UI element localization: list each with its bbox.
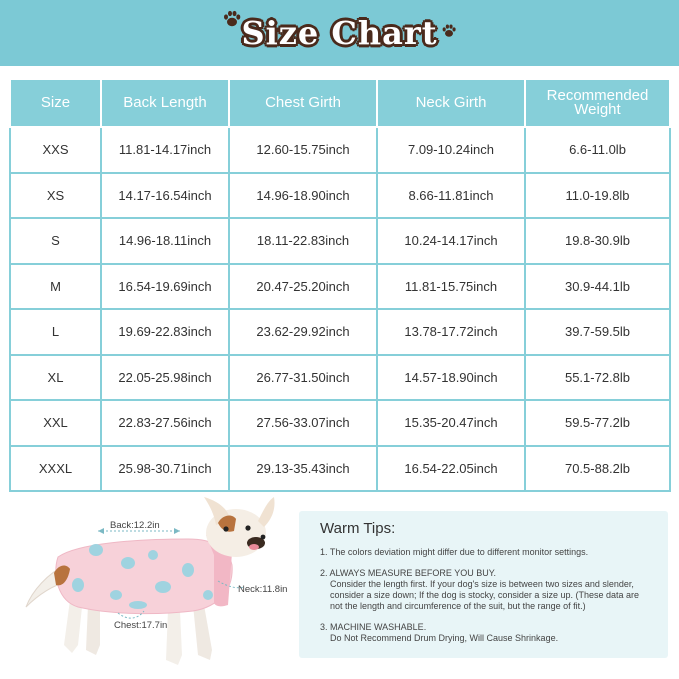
table-cell: 11.81-15.75inch — [377, 264, 525, 310]
table-cell: 70.5-88.2lb — [525, 446, 670, 492]
table-cell: 23.62-29.92inch — [229, 309, 377, 355]
neck-girth-label: Neck:11.8in — [238, 584, 288, 595]
table-cell: 22.83-27.56inch — [101, 400, 229, 446]
table-cell: XL — [10, 355, 101, 401]
table-header-row — [10, 79, 670, 127]
table-cell: 39.7-59.5lb — [525, 309, 670, 355]
column-header: Size — [10, 79, 101, 127]
table-cell: 16.54-22.05inch — [377, 446, 525, 492]
table-row — [10, 400, 670, 446]
table-cell: 11.81-14.17inch — [101, 127, 229, 173]
table-cell: 19.69-22.83inch — [101, 309, 229, 355]
tips-title: Warm Tips: — [320, 520, 396, 537]
tip-item-3: 3. MACHINE WASHABLE. Do Not Recommend Drum Drying, Will Cause Shrinkage. — [320, 622, 559, 643]
paw-icon — [441, 23, 457, 39]
table-cell: 59.5-77.2lb — [525, 400, 670, 446]
table-cell: 22.05-25.98inch — [101, 355, 229, 401]
page-title: Size Chart — [241, 14, 438, 52]
tip-item-1: 1. The colors deviation might differ due to different monitor settings. — [320, 547, 589, 557]
title-banner — [0, 0, 679, 66]
table-cell: XXL — [10, 400, 101, 446]
table-cell: XXS — [10, 127, 101, 173]
warm-tips-box — [299, 511, 668, 658]
table-cell: 30.9-44.1lb — [525, 264, 670, 310]
table-cell: 25.98-30.71inch — [101, 446, 229, 492]
table-cell: 11.0-19.8lb — [525, 173, 670, 219]
table-cell: 26.77-31.50inch — [229, 355, 377, 401]
table-cell: 29.13-35.43inch — [229, 446, 377, 492]
table-cell: M — [10, 264, 101, 310]
tip-item-2: 2. ALWAYS MEASURE BEFORE YOU BUY. Consider the length first. If your dog's size is between two sizes and slender, consider a size down; If the dog is stocky, consider a size up. (These data are not the length and circumference of the suit, but the range of fit.) — [320, 568, 639, 611]
table-cell: 14.57-18.90inch — [377, 355, 525, 401]
table-cell: 8.66-11.81inch — [377, 173, 525, 219]
table-cell: L — [10, 309, 101, 355]
table-cell: 13.78-17.72inch — [377, 309, 525, 355]
table-cell: 19.8-30.9lb — [525, 218, 670, 264]
table-cell: 14.96-18.11inch — [101, 218, 229, 264]
table-cell: 14.96-18.90inch — [229, 173, 377, 219]
table-cell: S — [10, 218, 101, 264]
table-cell: 12.60-15.75inch — [229, 127, 377, 173]
table-cell: 6.6-11.0lb — [525, 127, 670, 173]
table-row — [10, 264, 670, 310]
table-cell: 18.11-22.83inch — [229, 218, 377, 264]
paw-icon — [222, 9, 242, 29]
table-row — [10, 446, 670, 492]
column-header: Chest Girth — [229, 79, 377, 127]
size-table — [9, 78, 671, 492]
table-row — [10, 218, 670, 264]
column-header: Back Length — [101, 79, 229, 127]
column-header: Recommended Weight — [525, 79, 670, 127]
table-cell: XS — [10, 173, 101, 219]
table-cell: 15.35-20.47inch — [377, 400, 525, 446]
table-cell: XXXL — [10, 446, 101, 492]
table-cell: 20.47-25.20inch — [229, 264, 377, 310]
column-header: Neck Girth — [377, 79, 525, 127]
table-row — [10, 127, 670, 173]
table-row — [10, 309, 670, 355]
table-row — [10, 355, 670, 401]
chest-girth-label: Chest:17.7in — [114, 620, 168, 631]
table-cell: 27.56-33.07inch — [229, 400, 377, 446]
table-cell: 10.24-14.17inch — [377, 218, 525, 264]
back-length-label: Back:12.2in — [110, 520, 160, 531]
table-row — [10, 173, 670, 219]
table-cell: 7.09-10.24inch — [377, 127, 525, 173]
table-cell: 14.17-16.54inch — [101, 173, 229, 219]
table-cell: 16.54-19.69inch — [101, 264, 229, 310]
table-cell: 55.1-72.8lb — [525, 355, 670, 401]
